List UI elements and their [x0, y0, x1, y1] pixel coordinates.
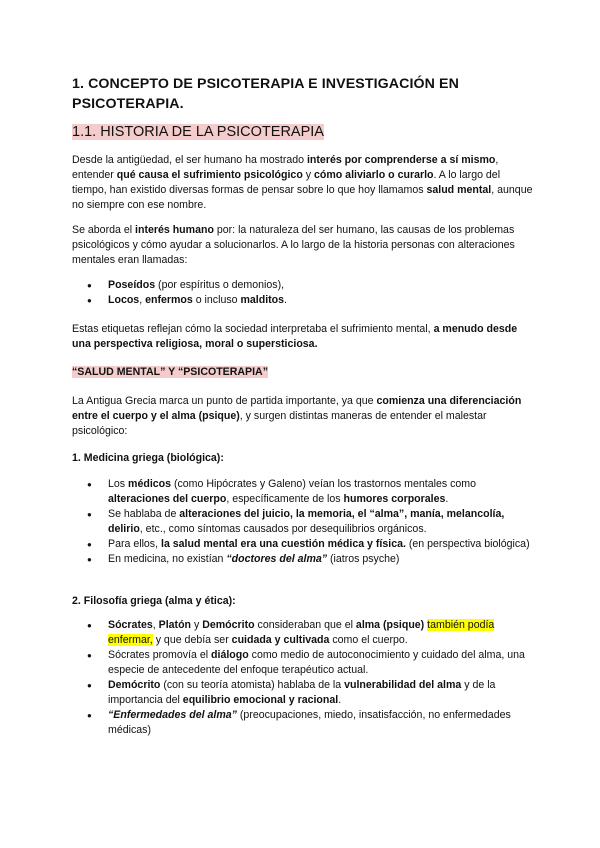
list-item: ● Poseídos (por espíritus o demonios), — [72, 278, 534, 293]
list-item: ● Se hablaba de alteraciones del juicio, la memoria, el “alma”, manía, melancolía, delirio, etc., como síntomas causados por desequilibrios orgánicos. — [72, 507, 534, 537]
paragraph-intro: Desde la antigüedad, el ser humano ha mostrado interés por comprenderse a sí mismo, entender qué causa el sufrimiento psicológico y cómo aliviarlo o curarlo. A lo largo del tiempo, han existido diversas formas de pensar sobre lo que hoy llamamos salud mental, aunque no siempre con ese nombre. — [72, 154, 533, 211]
list-item: ● Sócrates, Platón y Demócrito consideraban que el alma (psique) también podía enfermar, y que debía ser cuidada y cultivada como el cuerpo. — [72, 618, 534, 648]
section-title-historia — [72, 122, 324, 142]
document-title: 1. CONCEPTO DE PSICOTERAPIA E INVESTIGACIÓN EN PSICOTERAPIA. — [72, 76, 459, 112]
heading-medicina-griega: 1. Medicina griega (biológica): — [72, 452, 224, 464]
list-item: ● Sócrates promovía el diálogo como medio de autoconocimiento y cuidado del alma, una especie de antecedente del enfoque terapéutico actual. — [72, 648, 534, 678]
list-filosofia — [72, 618, 534, 738]
list-item: ● Para ellos, la salud mental era una cuestión médica y física. (en perspectiva biológica) — [72, 537, 534, 552]
list-item: ● “Enfermedades del alma” (preocupaciones, miedo, insatisfacción, no enfermedades médicas) — [72, 708, 534, 738]
paragraph-etiquetas: Estas etiquetas reflejan cómo la sociedad interpretaba el sufrimiento mental, a menudo desde una perspectiva religiosa, moral o supersticiosa. — [72, 323, 518, 350]
list-item: ● En medicina, no existían “doctores del alma” (iatros psyche) — [72, 552, 534, 567]
highlighted-text: también podía enfermar, — [108, 619, 495, 646]
list-item: ● Los médicos (como Hipócrates y Galeno) veían los trastornos mentales como alteraciones del cuerpo, específicamente de los humores corporales. — [72, 477, 534, 507]
list-medicina — [72, 477, 534, 567]
paragraph-grecia: La Antigua Grecia marca un punto de partida importante, ya que comienza una diferenciación entre el cuerpo y el alma (psique), y surgen distintas maneras de entender el malestar psicológico: — [72, 395, 522, 437]
list-etiquetas — [72, 278, 534, 308]
paragraph-interes-humano: Se aborda el interés humano por: la naturaleza del ser humano, las causas de los problemas psicológicos y cómo ayudar a solucionarlos. A lo largo de la historia personas con alteraciones mentales eran llamadas: — [72, 224, 515, 266]
list-item: ● Locos, enfermos o incluso malditos. — [72, 293, 534, 308]
heading-filosofia-griega: 2. Filosofía griega (alma y ética): — [72, 595, 236, 607]
section-heading-salud-mental: “SALUD MENTAL” Y “PSICOTERAPIA” — [72, 366, 268, 378]
section-title-text: 1.1. HISTORIA DE LA PSICOTERAPIA — [72, 124, 324, 140]
list-item: ● Demócrito (con su teoría atomista) hablaba de la vulnerabilidad del alma y de la importancia del equilibrio emocional y racional. — [72, 678, 534, 708]
